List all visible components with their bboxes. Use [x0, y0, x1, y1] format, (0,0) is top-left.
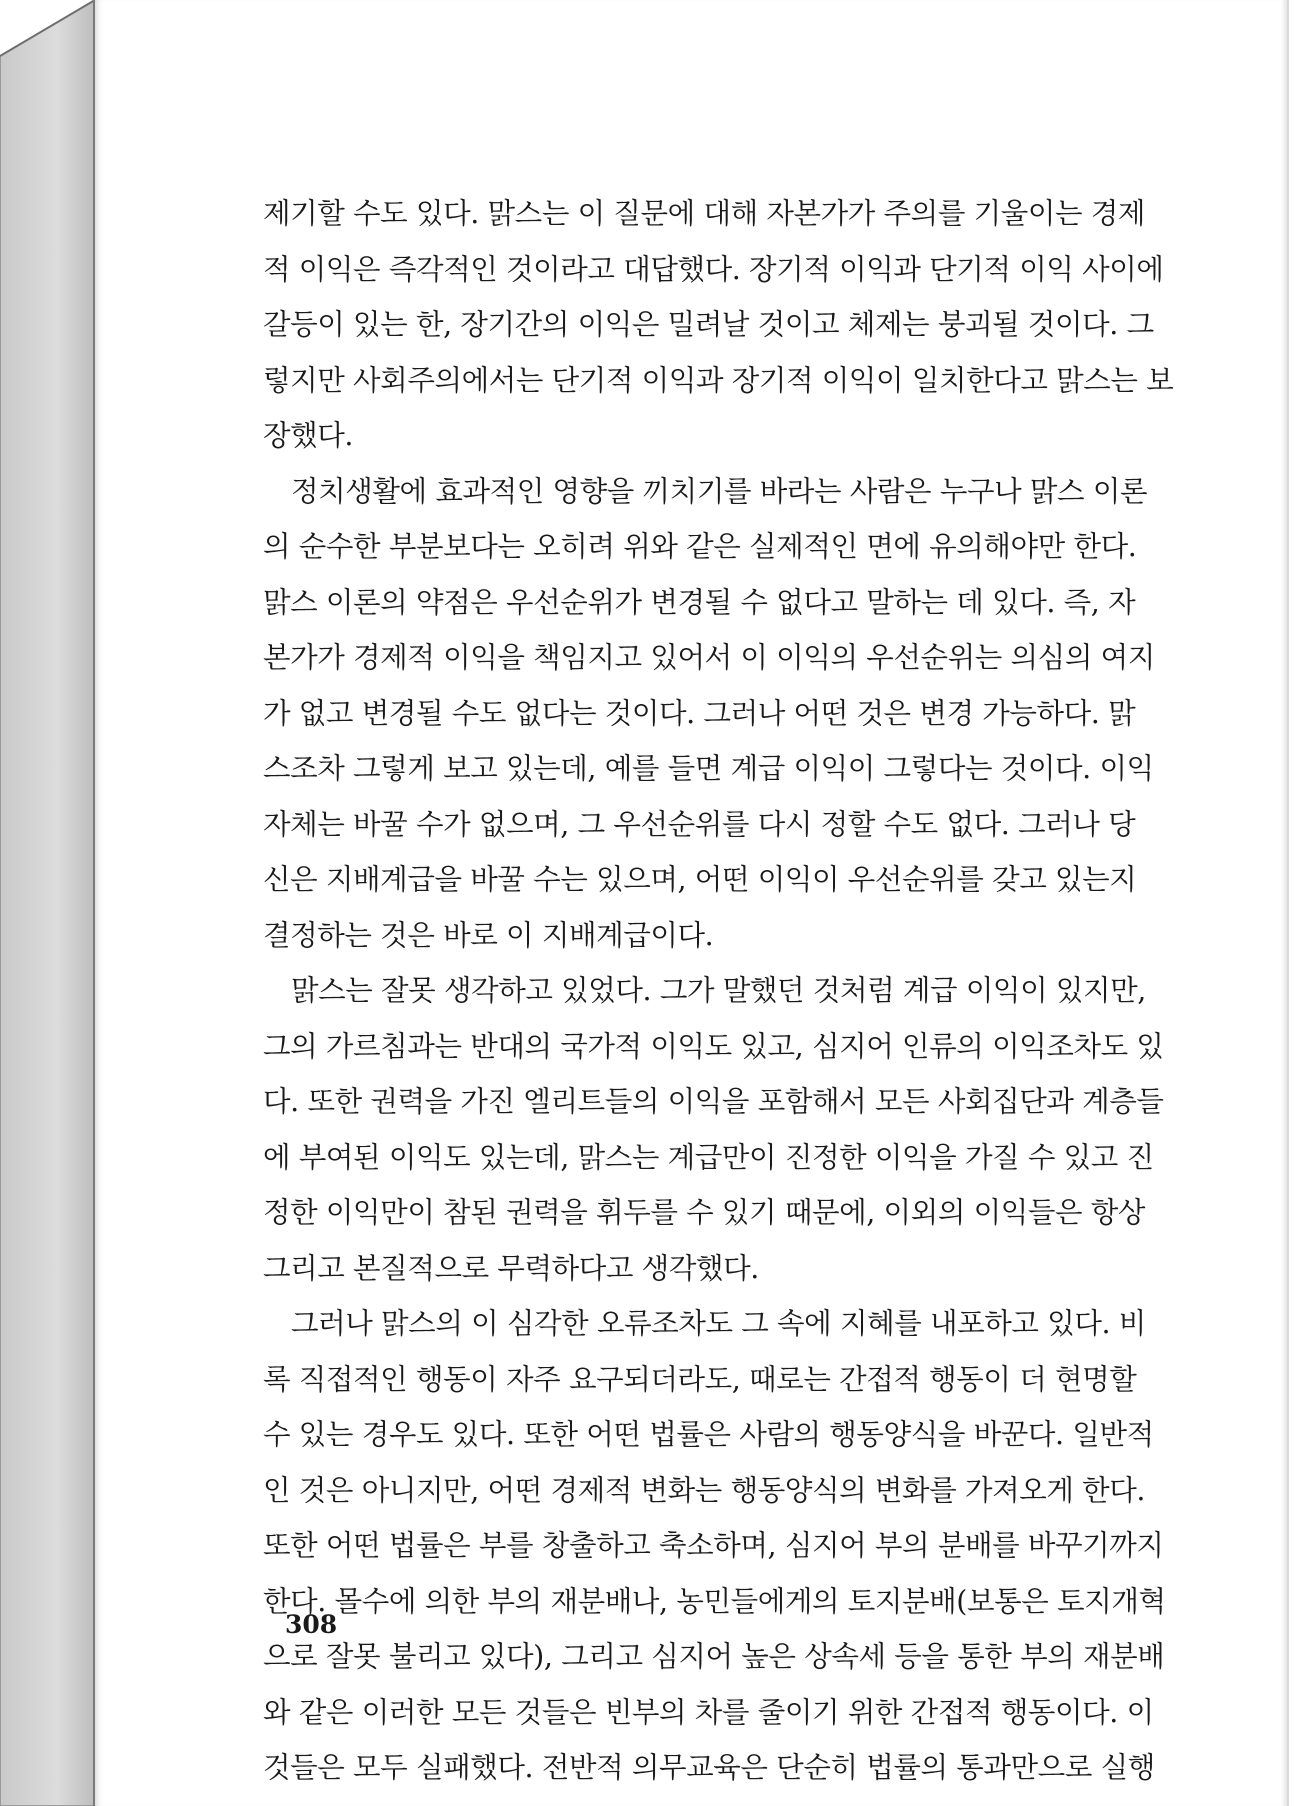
text-line: 그리고 본질적으로 무력하다고 생각했다.	[263, 1251, 759, 1285]
text-line: 인 것은 아니지만, 어떤 경제적 변화는 행동양식의 변화를 가져오게 한다.	[263, 1473, 1146, 1507]
text-line: 다. 또한 권력을 가진 엘리트들의 이익을 포함해서 모든 사회집단과 계층들	[263, 1085, 1164, 1118]
text-line: 수 있는 경우도 있다. 또한 어떤 법률은 사람의 행동양식을 바꾼다. 일반적	[263, 1418, 1154, 1451]
body-text	[263, 186, 1218, 1796]
text-line: 자체는 바꿀 수가 없으며, 그 우선순위를 다시 정할 수도 없다. 그러나 당	[263, 807, 1136, 841]
text-line: 적 이익은 즉각적인 것이라고 대답했다. 장기적 이익과 단기적 이익 사이에	[263, 252, 1164, 286]
text-line: 맑스는 잘못 생각하고 있었다. 그가 말했던 것처럼 계급 이익이 있지만,	[291, 974, 1146, 1007]
text-line: 맑스 이론의 약점은 우선순위가 변경될 수 없다고 말하는 데 있다. 즉, 자	[263, 585, 1136, 619]
text-line: 또한 어떤 법률은 부를 창출하고 축소하며, 심지어 부의 분배를 바꾸기까지	[263, 1529, 1164, 1562]
paragraph-3	[263, 963, 1218, 1296]
text-line: 그러나 맑스의 이 심각한 오류조차도 그 속에 지혜를 내포하고 있다. 비	[291, 1307, 1146, 1340]
text-line: 가 없고 변경될 수도 없다는 것이다. 그러나 어떤 것은 변경 가능하다. 맑	[263, 696, 1136, 730]
text-line: 으로 잘못 불리고 있다), 그리고 심지어 높은 상속세 등을 통한 부의 재분배	[263, 1640, 1165, 1673]
paragraph-4	[263, 1296, 1218, 1796]
text-line: 결정하는 것은 바로 이 지배계급이다.	[263, 918, 714, 952]
text-line: 그의 가르침과는 반대의 국가적 이익도 있고, 심지어 인류의 이익조차도 있	[263, 1029, 1164, 1063]
text-line: 신은 지배계급을 바꿀 수는 있으며, 어떤 이익이 우선순위를 갖고 있는지	[263, 863, 1137, 896]
text-line: 것들은 모두 실패했다. 전반적 의무교육은 단순히 법률의 통과만으로 실행	[263, 1751, 1155, 1784]
text-line: 와 같은 이러한 모든 것들은 빈부의 차를 줄이기 위한 간접적 행동이다. 이	[263, 1695, 1154, 1729]
text-line: 에 부여된 이익도 있는데, 맑스는 계급만이 진정한 이익을 가질 수 있고 진	[263, 1140, 1154, 1174]
text-line: 정치생활에 효과적인 영향을 끼치기를 바라는 사람은 누구나 맑스 이론	[291, 474, 1148, 508]
text-line: 본가가 경제적 이익을 책임지고 있어서 이 이익의 우선순위는 의심의 여지	[263, 641, 1155, 674]
text-line: 스조차 그렇게 보고 있는데, 예를 들면 계급 이익이 그렇다는 것이다. 이익	[263, 752, 1154, 785]
spine-shape	[0, 0, 95, 1806]
paragraph-2	[263, 464, 1218, 964]
text-line: 장했다.	[263, 419, 354, 452]
text-line: 한다. 몰수에 의한 부의 재분배나, 농민들에게의 토지분배(보통은 토지개혁	[263, 1584, 1166, 1618]
text-line: 렇지만 사회주의에서는 단기적 이익과 장기적 이익이 일치한다고 맑스는 보	[263, 363, 1174, 397]
text-line: 갈등이 있는 한, 장기간의 이익은 밀려날 것이고 체제는 붕괴될 것이다. 그	[263, 308, 1154, 341]
book-page	[95, 0, 1289, 1806]
text-line: 의 순수한 부분보다는 오히려 위와 같은 실제적인 면에 유의해야만 한다.	[263, 530, 1137, 563]
text-line: 제기할 수도 있다. 맑스는 이 질문에 대해 자본가가 주의를 기울이는 경제	[263, 197, 1146, 230]
text-line: 록 직접적인 행동이 자주 요구되더라도, 때로는 간접적 행동이 더 현명할	[263, 1362, 1137, 1396]
text-line: 정한 이익만이 참된 권력을 휘두를 수 있기 때문에, 이외의 이익들은 항상	[263, 1196, 1146, 1229]
page-number: 308	[285, 1610, 338, 1639]
page-edge	[1281, 0, 1287, 1806]
book-spine	[0, 0, 95, 1806]
paragraph-1	[263, 186, 1218, 464]
